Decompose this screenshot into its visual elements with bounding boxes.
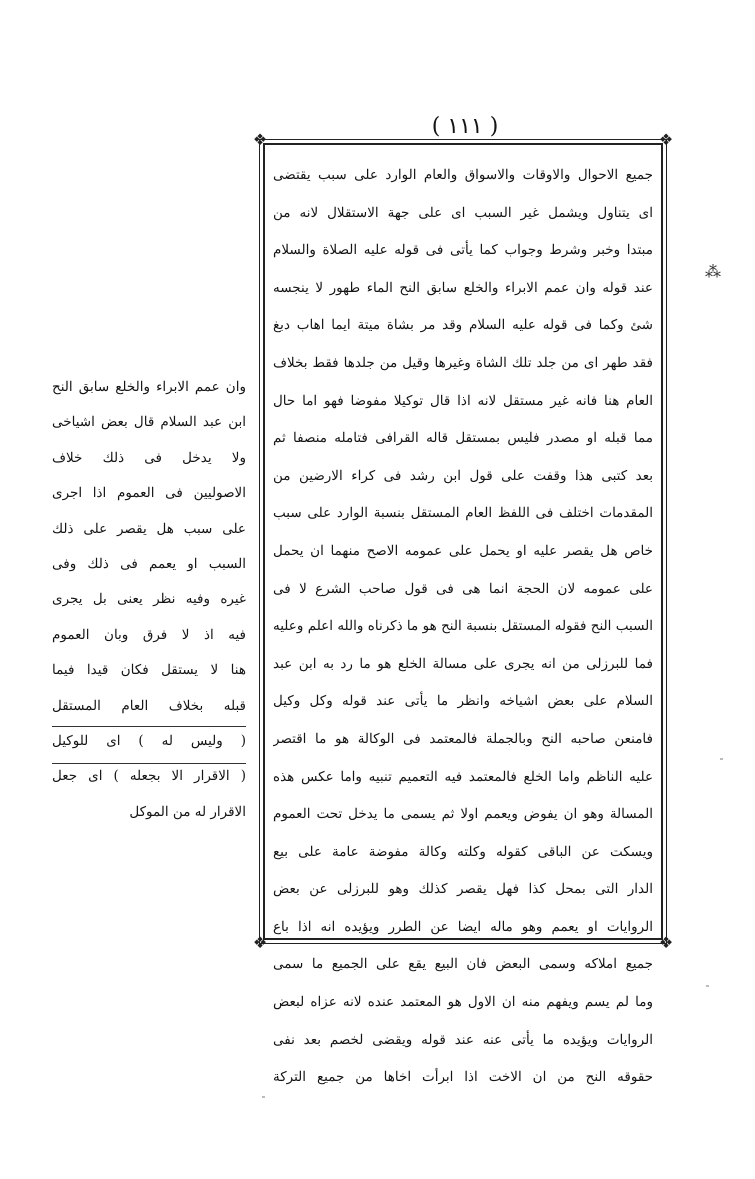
text-line: الاقرار له من الموكل	[129, 803, 246, 820]
text-line: حقوقه النح من ان الاخت اذا ابرأت اخاها من جميع التركة	[273, 1069, 653, 1086]
side-mark: ⁂	[705, 262, 721, 281]
text-line: الدار التى بمحل كذا فهل يقصر كذلك وهو للبرزلى عن بعض	[273, 881, 653, 898]
text-line: غيره وفيه نظر يعنى بل يجرى	[52, 591, 246, 608]
text-line: على عمومه لان الحجة انما هى فى قول صاحب الشرع لا فى	[273, 580, 653, 597]
text-line: هنا لا يستقل فكان قيدا فيما	[52, 662, 246, 679]
text-line: السبب او يعمم فى ذلك وفى	[52, 555, 246, 572]
text-line: ويسكت عن الباقى كقوله وكلته وكالة مفوضة عامة على بيع	[273, 843, 653, 860]
main-text	[273, 157, 653, 1097]
text-line: المقدمات اختلف فى اللفظ العام المستقل بنسبة الوارد على سبب	[273, 505, 653, 522]
text-line: العام هنا فانه غير مستقل لانه اذا قال توكيلا مفوضا فهو اما حال	[273, 392, 653, 409]
text-line: عند قوله وان عمم الابراء والخلع سابق النح الماء طهور لا ينجسه	[273, 279, 653, 296]
text-line: اى يتناول ويشمل غير السبب اى على جهة الاستقلال لانه من	[273, 204, 653, 221]
corner-ornament-icon: ❖	[252, 933, 268, 952]
text-line: عليه الناظم واما الخلع فالمعتمد فيه التعميم تنبيه واما عكس هذه	[273, 768, 653, 785]
text-line: الروايات او يعمم وهو ماله ايضا عن الطرر ويؤيده انه اذا باع	[273, 918, 653, 935]
text-line: فامنعن صاحبه النح وبالجملة فالمعتمد فى الوكالة هو ما اقتصر	[273, 730, 653, 747]
text-line: الاصوليين فى العموم اذا اجرى	[52, 485, 246, 502]
text-line: السبب النح فقوله المستقل بنسبة النح هو ما ذكرناه والله اعلم وعليه	[273, 618, 653, 635]
text-line: ( الاقرار الا بجعله ) اى جعل	[52, 768, 246, 785]
corner-ornament-icon: ❖	[658, 130, 674, 149]
text-line: مبتدا وخبر وشرط وجواب كما يأتى فى قوله عليه الصلاة والسلام	[273, 242, 653, 259]
text-line: فما للبرزلى من انه يجرى على مسالة الخلع هو ما رد به ابن عبد	[273, 655, 653, 672]
text-line: على سبب هل يقصر على ذلك	[52, 520, 246, 537]
text-line: المسالة وهو ان يفوض ويعمم اولا ثم يسمى ما يدخل تحت العموم	[273, 806, 653, 823]
text-line: قبله بخلاف العام المستقل	[52, 697, 246, 714]
page-number: ( ١١١ )	[431, 114, 499, 139]
text-line: الروايات ويؤيده ما يأتى عنه عند قوله ويقضى لخصم بعد نفى	[273, 1031, 653, 1048]
scan-speck	[706, 985, 709, 987]
scan-speck	[720, 758, 723, 760]
text-line: وما لم يسم ويفهم منه ان الاول هو المعتمد عنده لانه عزاه لبعض	[273, 994, 653, 1011]
margin-rule	[52, 726, 246, 727]
text-line: وان عمم الابراء والخلع سابق النح	[52, 379, 246, 395]
text-line: خاص هل يقصر عليه او يحمل على عمومه الاصح منهما ان يحمل	[273, 542, 653, 559]
margin-note	[52, 370, 246, 830]
text-line: فيه اذ لا فرق وبان العموم	[52, 626, 246, 643]
corner-ornament-icon: ❖	[252, 130, 268, 149]
text-line: السلام على بعض اشياخه وانظر ما يأتى عند قوله وكل وكيل	[273, 693, 653, 710]
text-line: ولا يدخل فى ذلك خلاف	[52, 449, 246, 466]
margin-rule	[52, 763, 246, 764]
text-line: بعد كتبى هذا وقفت على قول ابن رشد فى كراء الارضين من	[273, 467, 653, 484]
text-line: ( وليس له ) اى للوكيل	[52, 732, 246, 749]
text-line: جميع الاحوال والاوقات والاسواق والعام الوارد على سبب يقتضى	[273, 167, 653, 183]
text-line: فقد طهر اى من جلد تلك الشاة وغيرها وقيل من جلدها فقط بخلاف	[273, 354, 653, 371]
corner-ornament-icon: ❖	[658, 933, 674, 952]
scan-speck	[262, 1096, 265, 1098]
text-line: مما قبله او مصدر فليس بمستقل قاله القرافى فتامله منصفا ثم	[273, 430, 653, 447]
text-line: جميع املاكه وسمى البعض فان البيع يقع على الجميع ما سمى	[273, 956, 653, 973]
text-line: ابن عبد السلام قال بعض اشياخى	[52, 414, 246, 431]
main-text-frame	[252, 130, 674, 1086]
text-line: شئ وكما فى قوله عليه السلام وقد مر بشاة ميتة ايما اهاب دبغ	[273, 317, 653, 334]
